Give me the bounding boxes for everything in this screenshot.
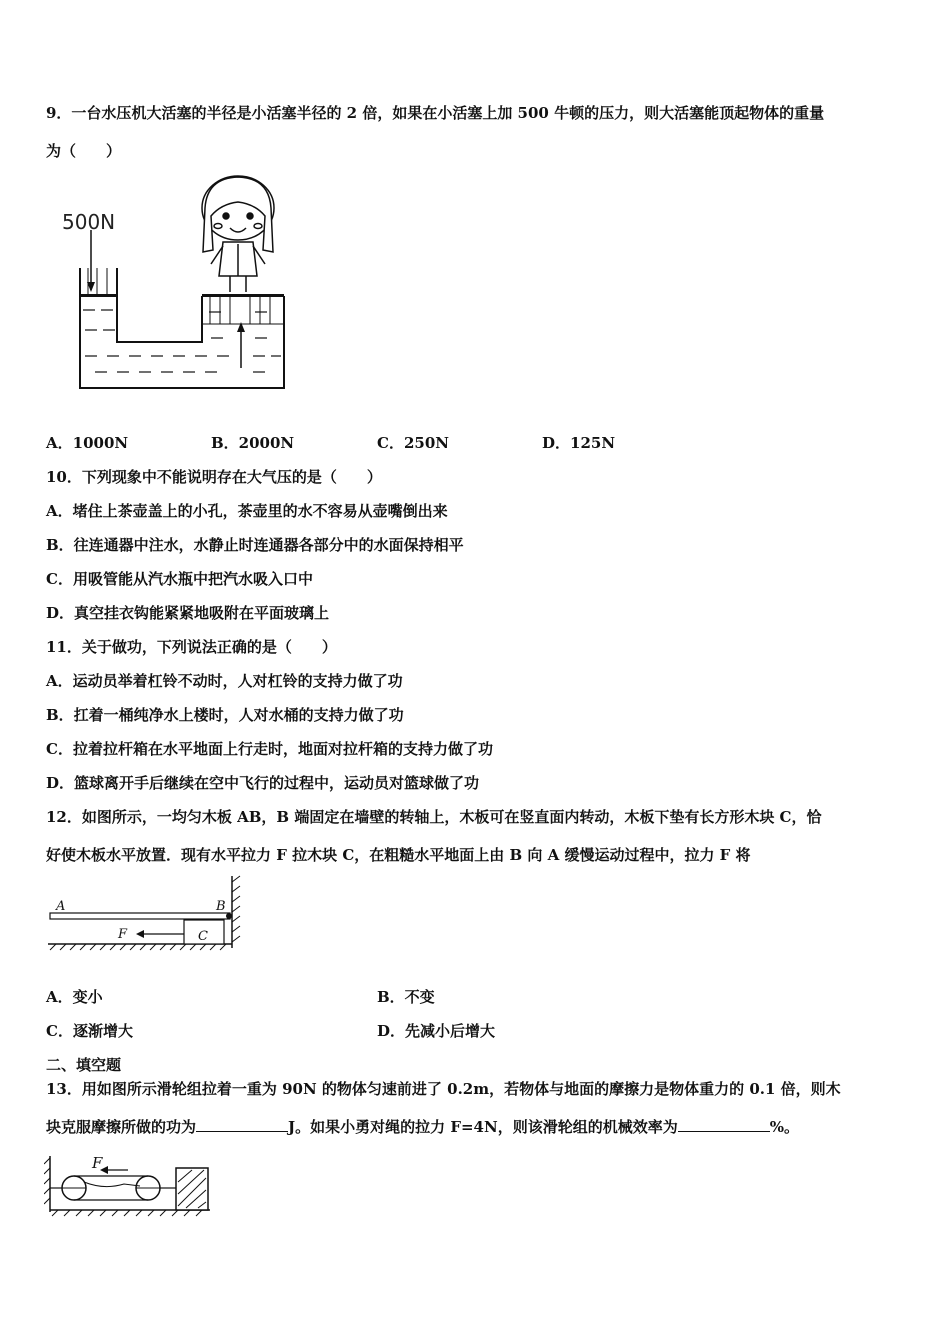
hydraulic-press-figure	[55, 172, 305, 394]
q13-blank-efficiency[interactable]	[678, 1117, 770, 1132]
q9-option-a[interactable]: A．1000N	[46, 434, 129, 452]
q10-option-c[interactable]: C．用吸管能从汽水瓶中把汽水吸入口中	[46, 570, 313, 588]
q13-text-part3: %。	[769, 1118, 799, 1136]
force-label-500n: 500N	[62, 210, 116, 234]
q13-stem-line2	[46, 1116, 799, 1137]
q10-option-d[interactable]: D．真空挂衣钩能紧紧地吸附在平面玻璃上	[46, 604, 330, 622]
q9-stem-line2: 为（ ）	[46, 142, 122, 160]
q11-stem: 11．关于做功，下列说法正确的是（ ）	[46, 638, 337, 656]
section-heading-fill-in: 二、填空题	[46, 1056, 122, 1074]
pulley-label-f: F	[92, 1154, 103, 1172]
q13-text-part1: 块克服摩擦所做的功为	[46, 1118, 197, 1136]
q12-stem-line2: 好使木板水平放置．现有水平拉力 F 拉木块 C，在粗糙水平地面上由 B 向 A 缓慢运动过程中，拉力 F 将	[46, 846, 751, 864]
q9-option-d[interactable]: D．125N	[542, 434, 616, 452]
q12-option-c[interactable]: C．逐渐增大	[46, 1022, 133, 1040]
q9-stem-line1: 9．一台水压机大活塞的半径是小活塞半径的 2 倍，如果在小活塞上加 500 牛顿的压力，则大活塞能顶起物体的重量	[46, 104, 825, 122]
q12-option-d[interactable]: D．先减小后增大	[377, 1022, 496, 1040]
label-a: A	[56, 899, 66, 914]
q11-option-b[interactable]: B．扛着一桶纯净水上楼时，人对水桶的支持力做了功	[46, 706, 404, 724]
q11-option-d[interactable]: D．篮球离开手后继续在空中飞行的过程中，运动员对篮球做了功	[46, 774, 480, 792]
q12-stem-line1: 12．如图所示，一均匀木板 AB，B 端固定在墙壁的转轴上，木板可在竖直面内转动，木板下垫有长方形木块 C，恰	[46, 808, 822, 826]
q13-stem-line1: 13．用如图所示滑轮组拉着一重为 90N 的物体匀速前进了 0.2m，若物体与地面的摩擦力是物体重力的 0.1 倍，则木	[46, 1080, 841, 1098]
label-b: B	[216, 899, 226, 914]
q12-option-a[interactable]: A．变小	[46, 988, 103, 1006]
lever-board-figure	[44, 872, 244, 954]
q10-stem: 10．下列现象中不能说明存在大气压的是（ ）	[46, 468, 382, 486]
q12-option-b[interactable]: B．不变	[377, 988, 435, 1006]
girl-illustration	[202, 176, 274, 292]
q11-option-a[interactable]: A．运动员举着杠铃不动时，人对杠铃的支持力做了功	[46, 672, 403, 690]
q10-option-b[interactable]: B．往连通器中注水，水静止时连通器各部分中的水面保持相平	[46, 536, 464, 554]
q9-option-c[interactable]: C．250N	[377, 434, 449, 452]
q11-option-c[interactable]: C．拉着拉杆箱在水平地面上行走时，地面对拉杆箱的支持力做了功	[46, 740, 493, 758]
q10-option-a[interactable]: A．堵住上茶壶盖上的小孔，茶壶里的水不容易从壶嘴倒出来	[46, 502, 448, 520]
pulley-system-figure	[44, 1152, 214, 1220]
label-c: C	[198, 929, 208, 944]
q13-text-part2: J。如果小勇对绳的拉力 F=4N，则该滑轮组的机械效率为	[288, 1118, 678, 1136]
q13-blank-work[interactable]	[196, 1117, 288, 1132]
label-f: F	[118, 927, 128, 942]
q9-option-b[interactable]: B．2000N	[211, 434, 295, 452]
